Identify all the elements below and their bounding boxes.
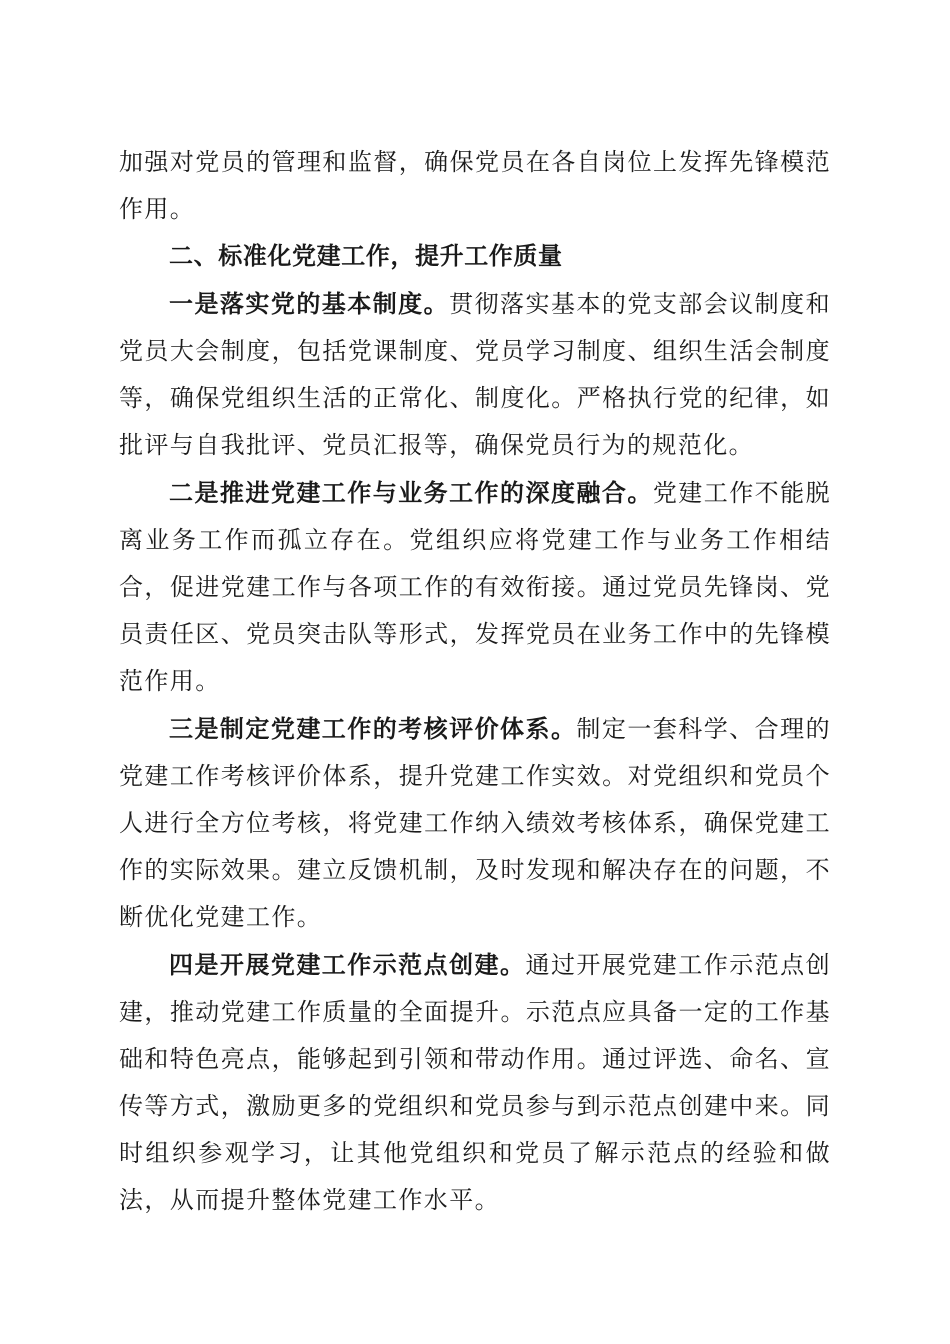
paragraph-item-2 — [119, 469, 831, 705]
item-2-lead: 二是推进党建工作与业务工作的深度融合。 — [169, 478, 653, 507]
paragraph-item-3 — [119, 705, 831, 941]
item-1-lead: 一是落实党的基本制度。 — [169, 289, 450, 318]
item-2-body: 党建工作不能脱离业务工作而孤立存在。党组织应将党建工作与业务工作相结合，促进党建工作与各项工作的有效衔接。通过党员先锋岗、党员责任区、党员突击队等形式，发挥党员在业务工作中的先锋模范作用。 — [119, 479, 831, 695]
item-4-lead: 四是开展党建工作示范点创建。 — [169, 950, 526, 979]
paragraph-item-1 — [119, 280, 831, 469]
item-4-body: 通过开展党建工作示范点创建，推动党建工作质量的全面提升。示范点应具备一定的工作基础和特色亮点，能够起到引领和带动作用。通过评选、命名、宣传等方式，激励更多的党组织和党员参与到示范点创建中来。同时组织参观学习，让其他党组织和党员了解示范点的经验和做法，从而提升整体党建工作水平。 — [119, 951, 831, 1214]
item-3-lead: 三是制定党建工作的考核评价体系。 — [169, 714, 577, 743]
section-heading: 二、标准化党建工作，提升工作质量 — [169, 242, 563, 270]
item-1-body: 贯彻落实基本的党支部会议制度和党员大会制度，包括党课制度、党员学习制度、组织生活会制度等，确保党组织生活的正常化、制度化。严格执行党的纪律，如批评与自我批评、党员汇报等，确保党员行为的规范化。 — [119, 290, 832, 459]
paragraph-continuation: 加强对党员的管理和监督，确保党员在各自岗位上发挥先锋模范作用。 — [119, 148, 831, 223]
item-3-body: 制定一套科学、合理的党建工作考核评价体系，提升党建工作实效。对党组织和党员个人进行全方位考核，将党建工作纳入绩效考核体系，确保党建工作的实际效果。建立反馈机制，及时发现和解决存在的问题，不断优化党建工作。 — [119, 715, 831, 931]
document-body — [119, 139, 831, 1224]
paragraph-item-4 — [119, 941, 831, 1224]
